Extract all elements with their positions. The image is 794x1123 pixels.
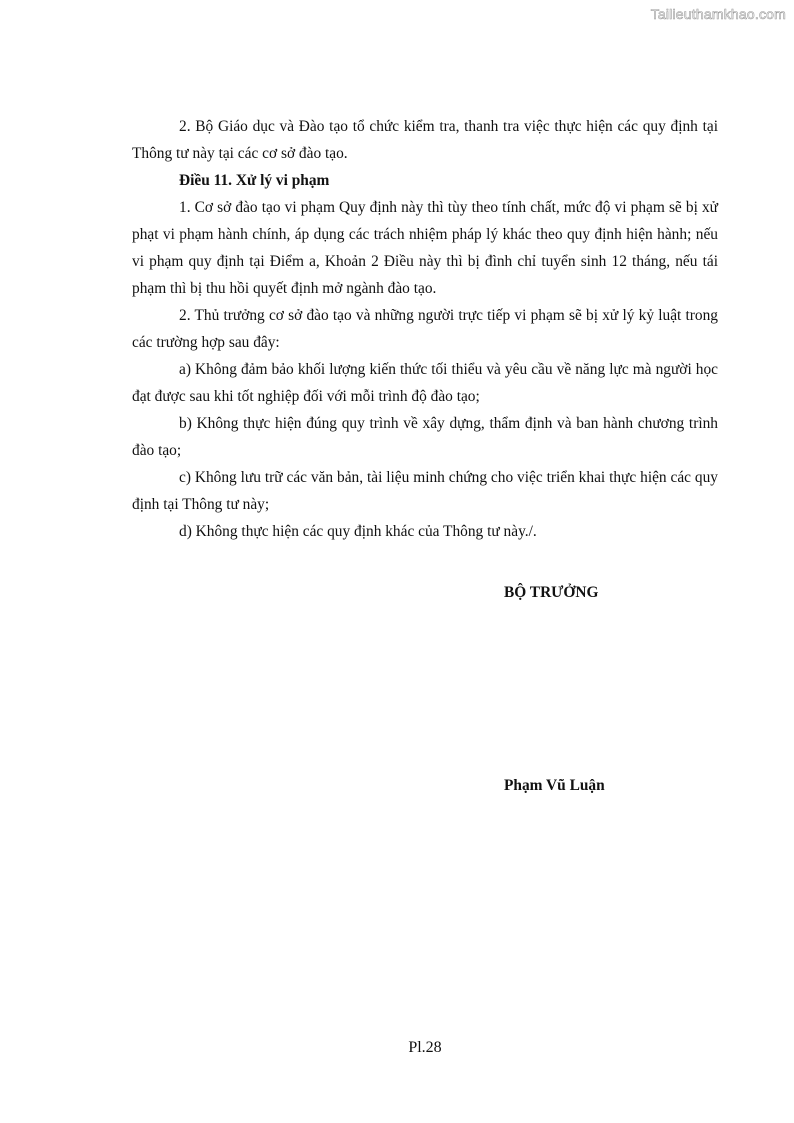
page-number: Pl.28 — [408, 1039, 442, 1056]
signer-title: BỘ TRƯỞNG — [504, 584, 599, 601]
signer-name: Phạm Vũ Luận — [504, 777, 605, 794]
list-item-a: a) Không đảm bảo khối lượng kiến thức tối thiểu và yêu cầu về năng lực mà người học đạt được sau khi tốt nghiệp đối với mỗi trình độ đào tạo; — [132, 361, 718, 405]
watermark-text: Tailieuthamkhao.com — [650, 6, 786, 22]
paragraph-inspection: 2. Bộ Giáo dục và Đào tạo tổ chức kiểm tra, thanh tra việc thực hiện các quy định tại Thông tư này tại các cơ sở đào tạo. — [132, 118, 718, 162]
list-item-b: b) Không thực hiện đúng quy trình về xây dựng, thẩm định và ban hành chương trình đào tạo; — [132, 415, 718, 459]
article-11-heading: Điều 11. Xử lý vi phạm — [179, 172, 330, 189]
document-body — [132, 113, 718, 545]
paragraph-institution-violation: 1. Cơ sở đào tạo vi phạm Quy định này thì tùy theo tính chất, mức độ vi phạm sẽ bị xử phạt vi phạm hành chính, áp dụng các trách nhiệm pháp lý khác theo quy định hiện hành; nếu vi phạm quy định tại Điểm a, Khoản 2 Điều này thì bị đình chỉ tuyển sinh 12 tháng, nếu tái phạm thì bị thu hồi quyết định mở ngành đào tạo. — [132, 199, 718, 297]
list-item-d: d) Không thực hiện các quy định khác của Thông tư này./. — [179, 523, 537, 540]
paragraph-disciplinary-cases: 2. Thủ trưởng cơ sở đào tạo và những người trực tiếp vi phạm sẽ bị xử lý kỷ luật trong các trường hợp sau đây: — [132, 307, 718, 351]
list-item-c: c) Không lưu trữ các văn bản, tài liệu minh chứng cho việc triển khai thực hiện các quy định tại Thông tư này; — [132, 469, 718, 513]
